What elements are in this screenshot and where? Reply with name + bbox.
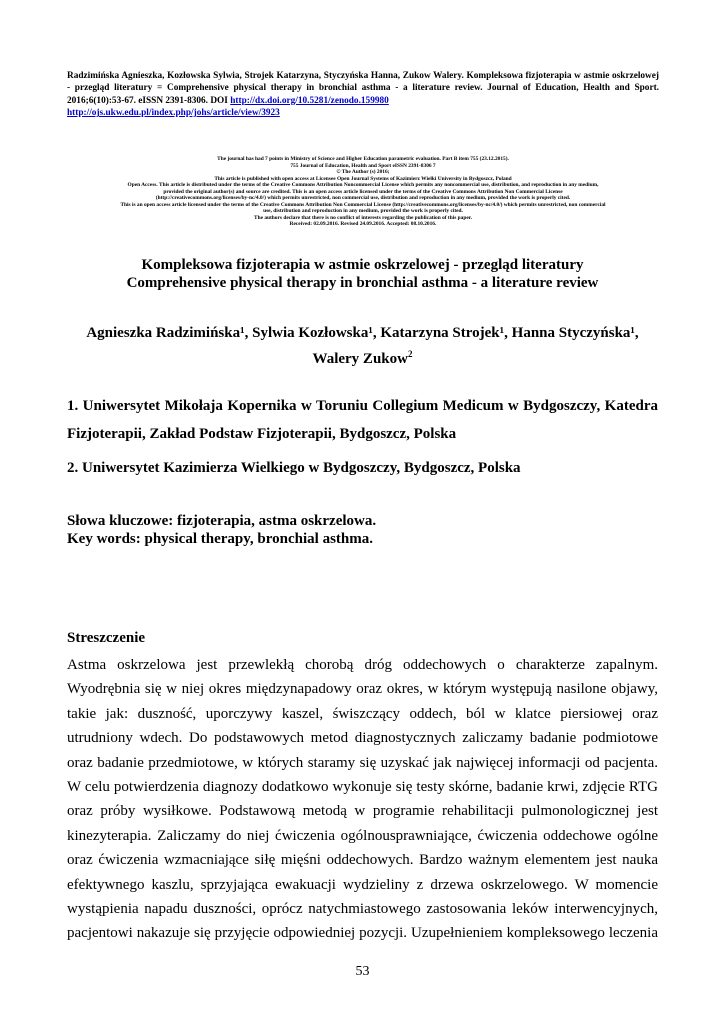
journal-note-line: 755 Journal of Education, Health and Sport eISSN 2391-8306 7 [290,162,436,169]
journal-note-line: Open Access. This article is distributed under the terms of the Creative Commons Attribution Noncommercial License which permits any noncommercial use, distribution, and reproduction in any medium, [127,182,599,188]
journal-note-line: use, distribution and reproduction in any medium, provided the work is properly cited. [263,208,463,214]
journal-note-line: (http://creativecommons.org/licenses/by-nc/4.0/) which permits unrestricted, non commercial use, distribution and reproduction in any medium, provided the work is properly cited. [155,195,571,201]
journal-note-line: Received: 02.09.2016. Revised 24.09.2016. Accepted: 08.10.2016. [289,221,437,227]
abstract-heading: Streszczenie [67,630,146,646]
journal-note-line: The authors declare that there is no conflict of interests regarding the publication of this paper. [253,214,473,221]
citation-text: Radzimińska Agnieszka, Kozłowska Sylwia, Strojek Katarzyna, Styczyńska Hanna, Zukow Walery. Kompleksowa fizjoterapia w astmie oskrzelowej - przegląd literatury = Comprehensive physical therapy in bronchial asthma - a literature review. Journal of Education, Health and Sport. 2016;6(10):53-67. eISSN 2391-8306. DOI [67,71,659,106]
authors-line-2 [40,346,685,372]
journal-note-line: This article is published with open access at Licensee Open Journal Systems of Kazimierz Wielki University in Bydgoszcz, Poland [214,175,512,182]
title-polish: Kompleksowa fizjoterapia w astmie oskrzelowej - przegląd literatury [141,257,584,273]
journal-note-line: This is an open access article licensed under the terms of the Creative Commons Attribution Non Commercial License (http://creativecommons.org/licenses/by-nc/4.0/) which permits unrestricted, non commercial [120,201,606,208]
paper-title [40,256,685,292]
affiliation-marker: 2 [407,349,413,359]
keywords-block [67,512,658,548]
author-name: Walery Zukow [312,351,408,367]
keywords-english: Key words: physical therapy, bronchial asthma. [67,531,373,547]
keywords-polish: Słowa kluczowe: fizjoterapia, astma oskrzelowa. [67,513,377,529]
article-link[interactable]: http://ojs.ukw.edu.pl/index.php/johs/article/view/3923 [67,108,280,119]
author-list [40,320,685,372]
journal-note-line: provided the original author(s) and source are credited. This is an open access article licensed under the terms of the Creative Commons Attribution Non Commercial License [163,188,563,195]
page-number: 53 [355,964,370,979]
authors-line-1: Agnieszka Radzimińska¹, Sylwia Kozłowska¹, Katarzyna Strojek¹, Hanna Styczyńska¹, [86,325,639,341]
abstract-body: Astma oskrzelowa jest przewlekłą chorobą dróg oddechowych o charakterze zapalnym. Wyodrębnia się w niej okres międzynapadowy oraz okres, w którym występują nasilone objawy, takie jak: duszność, uporczywy kaszel, świszczący oddech, ból w klatce piersiowej oraz utrudniony wdech. Do podstawowych metod diagnostycznych zaliczamy badanie podmiotowe oraz badanie przedmiotowe, w których staramy się uzyskać jak najwięcej informacji od pacjenta. W celu potwierdzenia diagnozy dodatkowo wykonuje się testy skórne, badanie krwi, zdjęcie RTG oraz próby wysiłkowe. Podstawową metodą w programie rehabilitacji pulmonologicznej jest kinezyterapia. Zaliczamy do niej ćwiczenia ogólnousprawniające, ćwiczenia oddechowe ogólne oraz ćwiczenia wzmacniające siłę mięśni oddechowych. Bardzo ważnym elementem jest nauka efektywnego kaszlu, sprzyjająca ewakuacji wydzieliny z drzewa oskrzelowego. W momencie wystąpienia napadu duszności, oprócz natychmiastowego zastosowania leków interwencyjnych, pacjentowi nakazuje się przyjęcie odpowiedniej pozycji. Uzupełnieniem kompleksowego leczenia [67,657,658,942]
citation-block [67,70,659,120]
journal-note-line: The journal has had 7 points in Ministry of Science and Higher Education parametric evaluation. Part B item 755 (23.12.2015). [217,156,509,162]
affiliation-2: 2. Uniwersytet Kazimierza Wielkiego w Bydgoszczy, Bydgoszcz, Polska [67,460,521,476]
journal-note-line: © The Author (s) 2016; [336,169,390,175]
journal-note [60,156,666,228]
doi-link[interactable]: http://dx.doi.org/10.5281/zenodo.159980 [230,95,389,106]
title-english: Comprehensive physical therapy in bronchial asthma - a literature review [126,275,599,291]
affiliation-1: 1. Uniwersytet Mikołaja Kopernika w Toruniu Collegium Medicum w Bydgoszczy, Katedra Fizjoterapii, Zakład Podstaw Fizjoterapii, Bydgoszcz, Polska [67,398,658,442]
